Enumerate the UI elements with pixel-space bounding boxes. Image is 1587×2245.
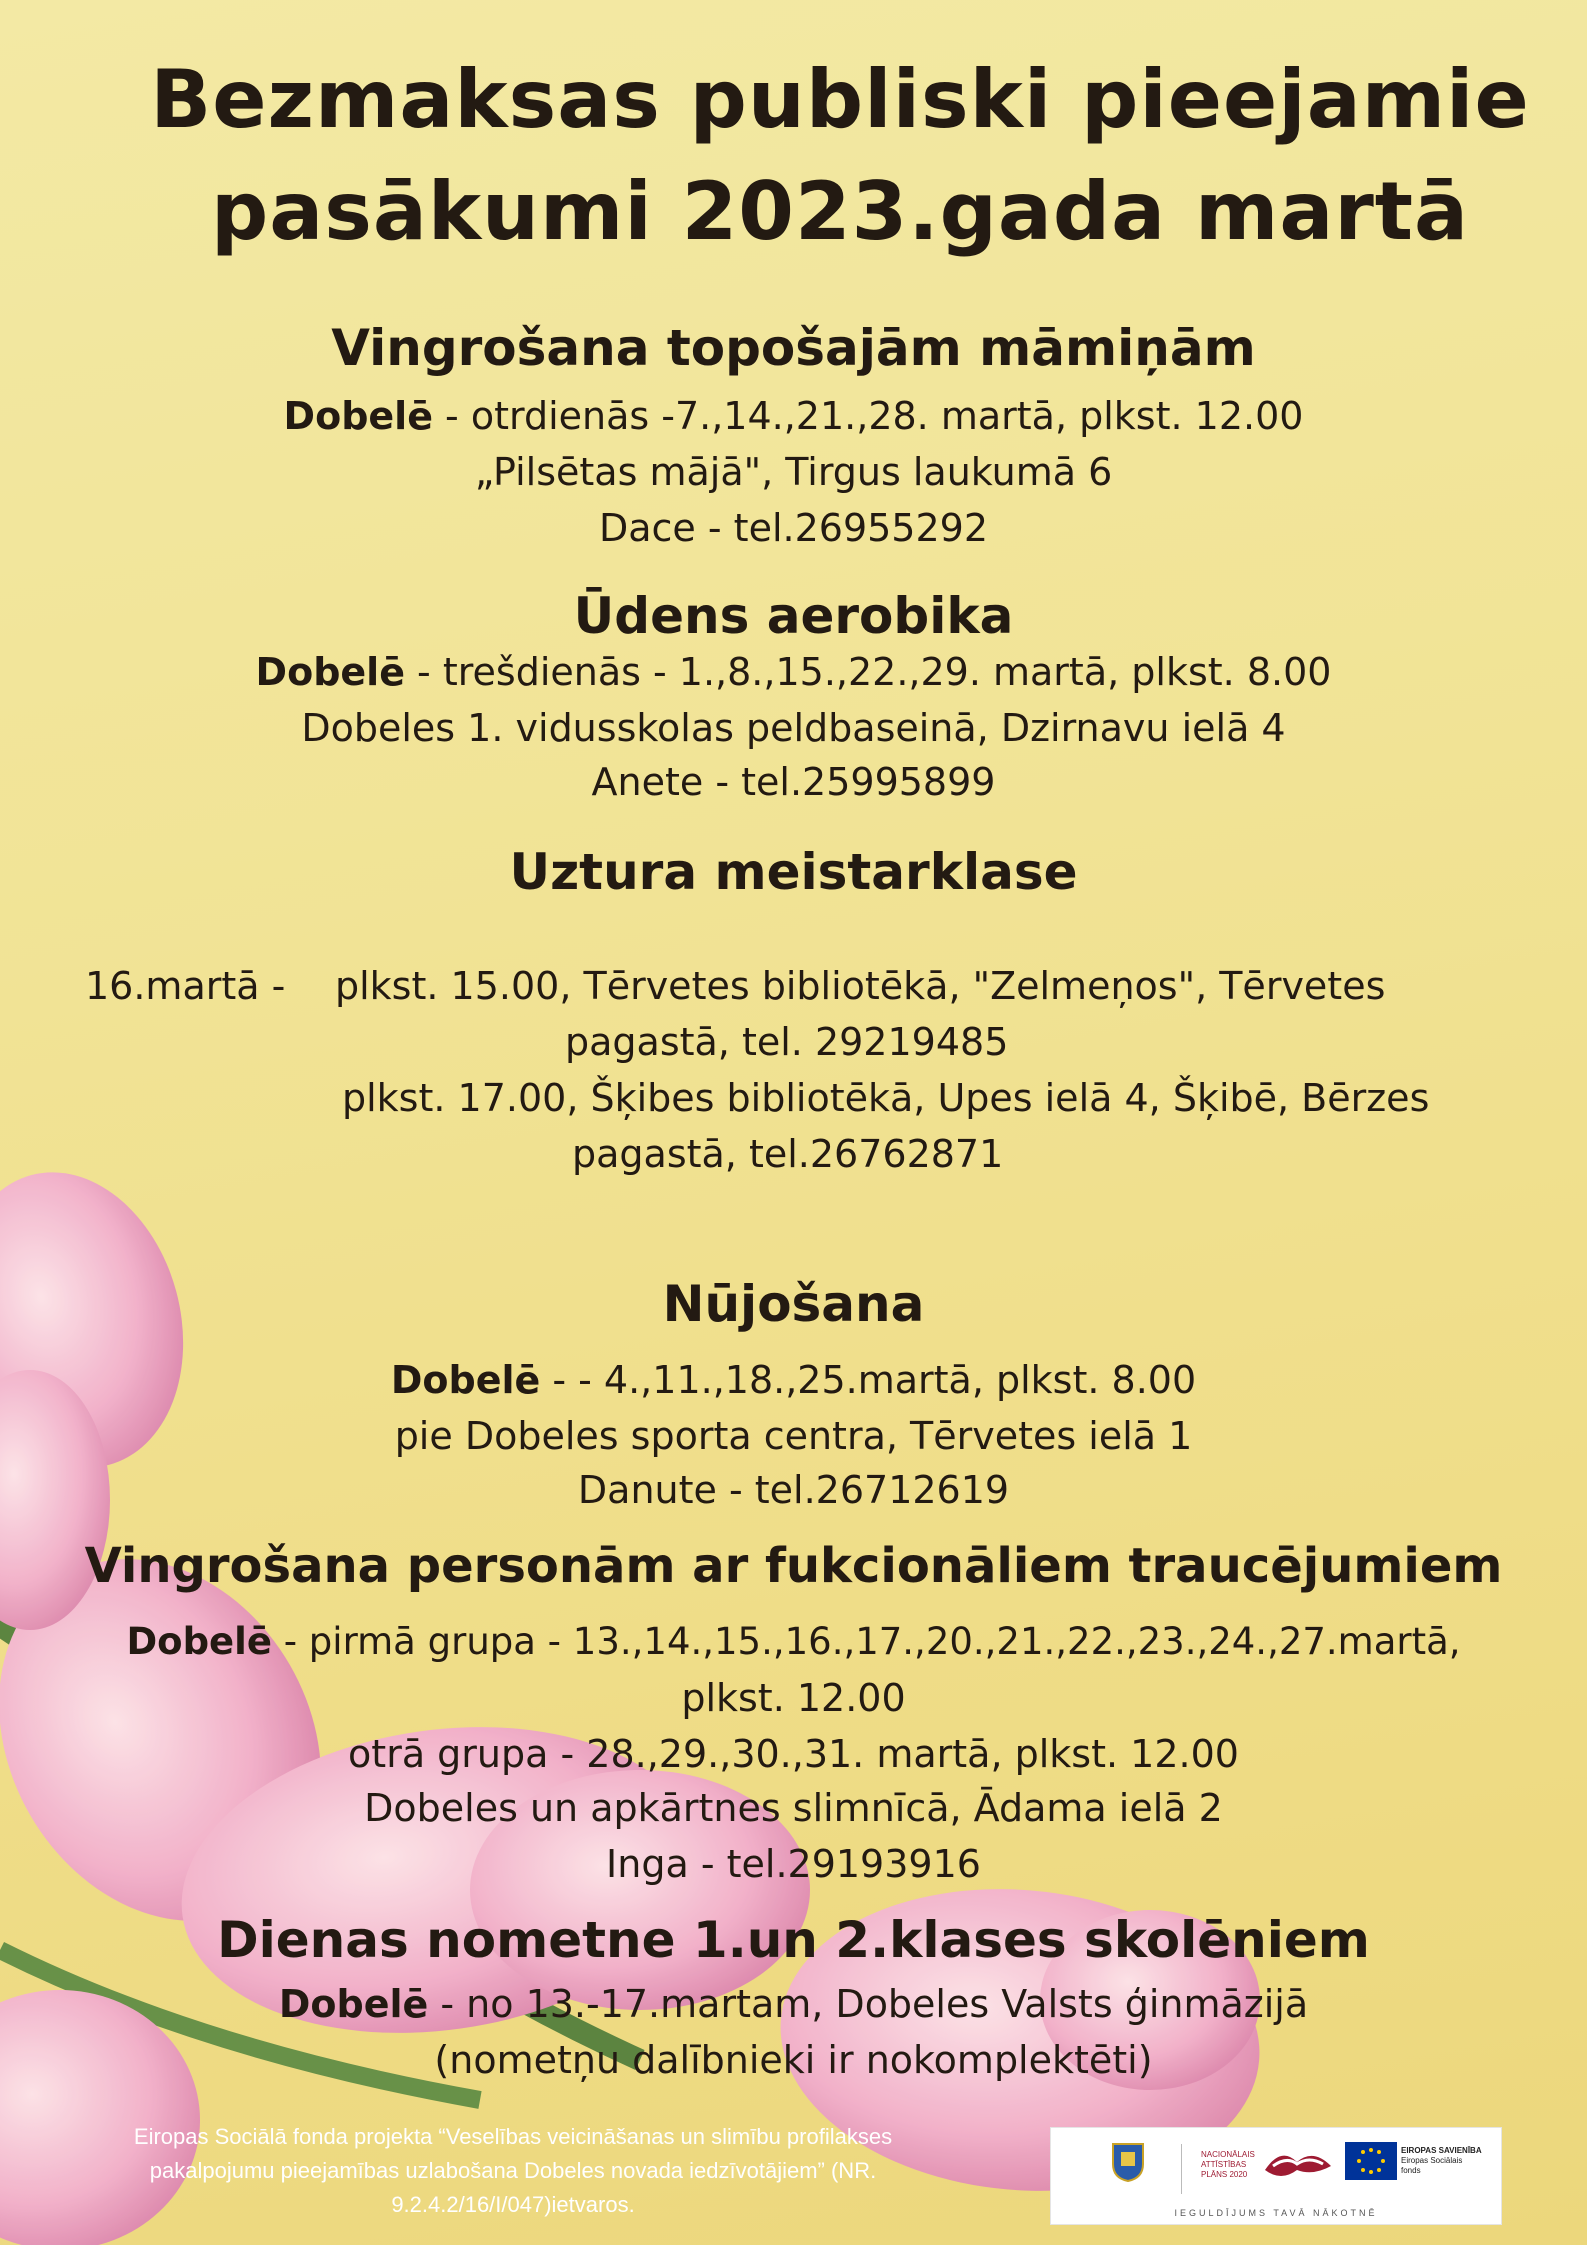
eu-flag-icon [1345, 2142, 1397, 2180]
page-title-line2: pasākumi 2023.gada martā [210, 165, 1470, 258]
footer-line2: pakalpojumu pieejamības uzlabošana Dobeles novada iedzīvotājiem” (NR. [149, 2158, 877, 2183]
event-schedule [0, 1614, 1587, 1670]
event-contact: Dace - tel.26955292 [598, 506, 989, 550]
eu-line2: Eiropas Sociālais [1401, 2156, 1463, 2165]
schedule-text: - no 13.-17.martam, Dobeles Valsts ģinmāzijā [428, 1982, 1309, 2026]
nap-logo-text [1201, 2150, 1255, 2180]
schedule-text: - pirmā grupa - 13.,14.,15.,16.,17.,20.,21.,22.,23.,24.,27.martā, [271, 1620, 1461, 1663]
session2-line1: plkst. 17.00, Šķibes bibliotēkā, Upes ielā 4, Šķibē, Bērzes [342, 1076, 1430, 1120]
place-label: Dobelē [283, 394, 433, 438]
event-schedule [0, 1976, 1587, 2032]
session1-line1: plkst. 15.00, Tērvetes bibliotēkā, "Zelmeņos", Tērvetes [335, 964, 1386, 1008]
project-footer [78, 2120, 948, 2222]
place-label: Dobelē [278, 1982, 429, 2026]
event-venue: Dobeles un apkārtnes slimnīcā, Ādama ielā 2 [364, 1786, 1223, 1830]
footer-line1: Eiropas Sociālā fonda projekta “Veselības veicināšanas un slimību profilakses [133, 2124, 893, 2149]
event-contact: Danute - tel.26712619 [577, 1468, 1010, 1512]
nap-line1: NACIONĀLAIS [1201, 2150, 1255, 2159]
event-heading: Vingrošana personām ar fukcionāliem traucējumiem [84, 1538, 1503, 1594]
schedule-text: - otrdienās -7.,14.,21.,28. martā, plkst. 12.00 [432, 394, 1304, 438]
session2-line2: pagastā, tel.26762871 [572, 1132, 1004, 1176]
event-schedule [0, 1352, 1587, 1408]
eu-line3: fonds [1401, 2166, 1421, 2175]
event-heading: Dienas nometne 1.un 2.klases skolēniem [217, 1911, 1370, 1969]
schedule-text: - - 4.,11.,18.,25.martā, plkst. 8.00 [540, 1358, 1197, 1402]
event-group2: otrā grupa - 28.,29.,30.,31. martā, plkst. 12.00 [348, 1732, 1239, 1776]
event-heading: Uztura meistarklase [509, 843, 1078, 901]
event-venue: pie Dobeles sporta centra, Tērvetes ielā 1 [394, 1414, 1193, 1458]
event-schedule [0, 644, 1587, 700]
event-contact: Inga - tel.29193916 [606, 1842, 981, 1886]
footer-line3: 9.2.4.2/16/I/047)ietvaros. [391, 2192, 635, 2217]
event-schedule [0, 388, 1587, 444]
event-heading: Nūjošana [662, 1275, 925, 1333]
place-label: Dobelē [390, 1358, 541, 1402]
place-label: Dobelē [126, 1620, 272, 1663]
dobele-coat-of-arms-icon [1111, 2142, 1145, 2182]
nap-line3: PLĀNS 2020 [1201, 2170, 1248, 2179]
event-venue: Dobeles 1. vidusskolas peldbaseinā, Dzirnavu ielā 4 [301, 706, 1286, 750]
event-venue: „Pilsētas mājā", Tirgus laukumā 6 [474, 450, 1113, 494]
event-heading: Vingrošana topošajām māmiņām [331, 319, 1256, 377]
logo-divider [1181, 2144, 1182, 2194]
place-label: Dobelē [255, 650, 405, 694]
event-date: 16.martā - [85, 964, 286, 1008]
event-schedule-cont: plkst. 12.00 [681, 1676, 906, 1720]
session1-line2: pagastā, tel. 29219485 [565, 1020, 1009, 1064]
page-title-line1: Bezmaksas publiski pieejamie [150, 53, 1530, 146]
event-heading: Ūdens aerobika [573, 587, 1014, 645]
event-note: (nometņu dalībnieki ir nokomplektēti) [434, 2038, 1153, 2082]
funding-logos [1050, 2127, 1502, 2225]
eu-line1: EIROPAS SAVIENĪBA [1401, 2146, 1482, 2155]
eu-logo-text [1401, 2146, 1482, 2176]
logo-tagline: IEGULDĪJUMS TAVĀ NĀKOTNĒ [1174, 2208, 1378, 2218]
schedule-text: - trešdienās - 1.,8.,15.,22.,29. martā, plkst. 8.00 [404, 650, 1332, 694]
event-contact: Anete - tel.25995899 [591, 760, 996, 804]
latvia-flag-icon [1263, 2142, 1333, 2182]
nap-line2: ATTĪSTĪBAS [1201, 2160, 1247, 2169]
